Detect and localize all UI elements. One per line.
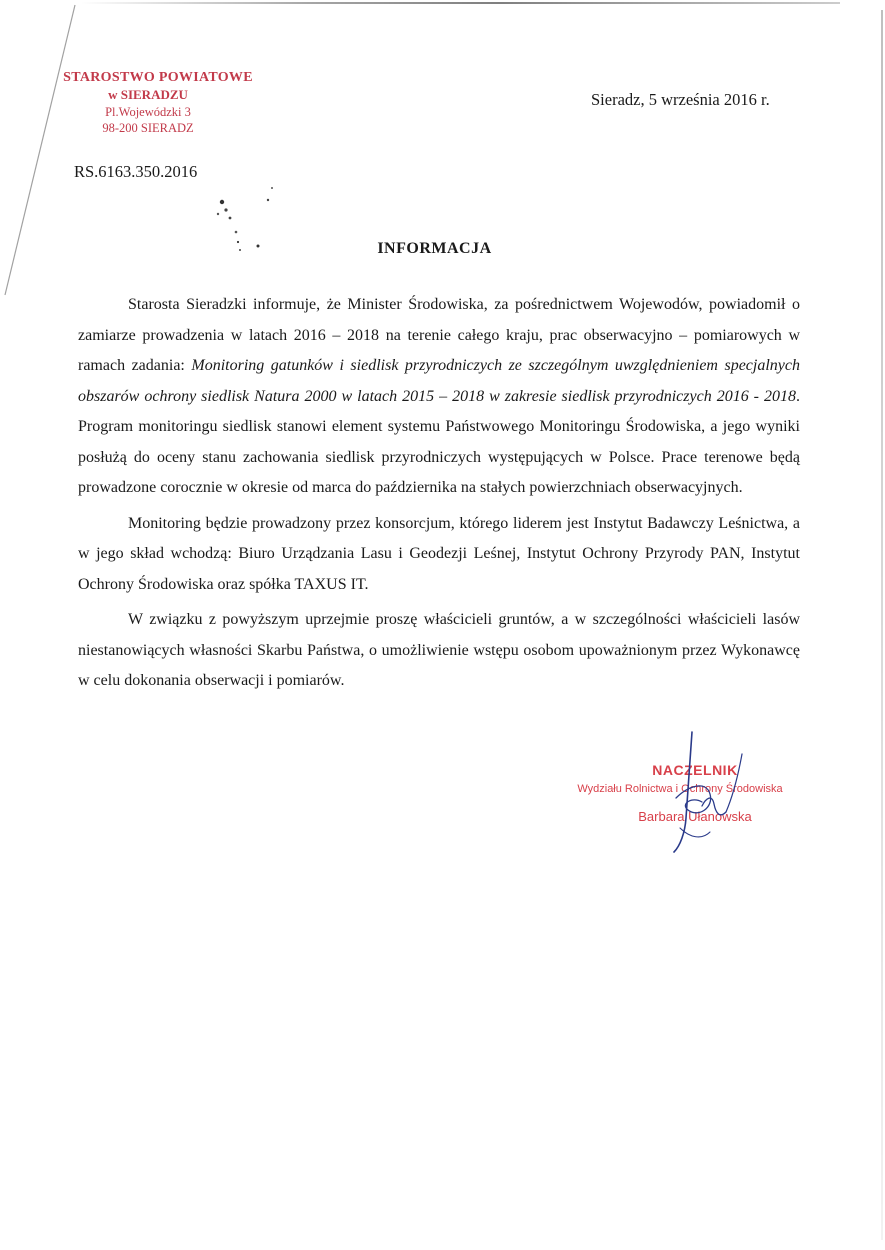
- stamp-line-1: STAROSTWO POWIATOWE: [63, 70, 253, 85]
- document-title: [0, 240, 885, 258]
- paragraph-1-rest: . Program monitoringu siedlisk stanowi element systemu Państwowego Monitoringu Środowiska, a jego wyniki posłużą do oceny stanu zachowania siedlisk przyrodniczych występujących w Polsce. Prace terenowe będą prowadzone corocznie w okresie od marca do października na stałych powierzchniach obserwacyjnych.: [78, 387, 800, 496]
- paragraph-2: Monitoring będzie prowadzony przez konsorcjum, którego liderem jest Instytut Badawczy Leśnictwa, a w jego skład wchodzą: Biuro Urządzania Lasu i Geodezji Leśnej, Instytut Ochrony Przyrody PAN, Instytut Ochrony Środowiska oraz spółka TAXUS IT.: [78, 514, 800, 593]
- paragraph-1: [78, 290, 800, 504]
- signature-title: NACZELNIK: [652, 762, 738, 778]
- reference-number: RS.6163.350.2016: [74, 162, 198, 181]
- signature-department: Wydziału Rolnictwa i Ochrony Środowiska: [577, 783, 783, 795]
- stamp-line-3: Pl.Wojewódzki 3: [105, 105, 191, 119]
- title-text: INFORMACJA: [377, 240, 492, 257]
- signature-name: Barbara Ułanowska: [638, 809, 752, 824]
- stamp-line-2: w SIERADZU: [108, 87, 188, 102]
- paragraph-3: W związku z powyższym uprzejmie proszę właścicieli gruntów, a w szczególności właścicieli lasów niestanowiących własności Skarbu Państwa, o umożliwienie wstępu osobom upoważnionym przez Wykonawcę w celu dokonania obserwacji i pomiarów.: [78, 611, 800, 689]
- paragraph-1-intro: Starosta Sieradzki informuje, że Minister Środowiska, za pośrednictwem Wojewodów, powiadomił o zamiarze prowadzenia w latach 2016 – 2018 na terenie całego kraju, prac obserwacyjno – pomiarowych w ramach zadania:: [78, 296, 800, 374]
- office-stamp: [58, 70, 268, 136]
- scan-edge-right: [881, 10, 883, 1240]
- handwritten-signature: [640, 728, 750, 858]
- stamp-line-4: 98-200 SIERADZ: [102, 121, 194, 135]
- scan-edge-top: [80, 2, 840, 4]
- document-body: [78, 290, 800, 697]
- paragraph-1-task-name: Monitoring gatunków i siedlisk przyrodniczych ze szczególnym uwzględnieniem specjalnych obszarów ochrony siedlisk Natura 2000 w latach 2015 – 2018 w zakresie siedlisk przyrodniczych 2016 - 2018: [78, 357, 801, 405]
- document-date: Sieradz, 5 września 2016 r.: [591, 90, 770, 109]
